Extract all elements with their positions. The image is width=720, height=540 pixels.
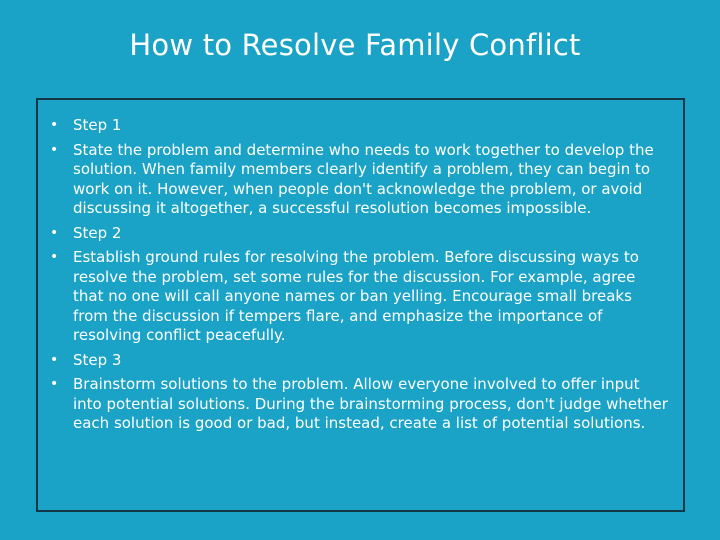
bullet-dot-icon: • [50,249,59,265]
bullet-step-1-detail [50,141,669,219]
bullet-text: Step 1 [73,116,122,134]
bullet-step-2 [50,224,669,244]
bullet-text: Brainstorm solutions to the problem. Allow everyone involved to offer input into potential solutions. During the brainstorming process, don't judge whether each solution is good or bad, but instead, create a list of potential solutions. [73,375,668,432]
bullet-list [50,116,669,434]
bullet-dot-icon: • [50,117,59,133]
bullet-text: Step 3 [73,350,122,369]
bullet-dot-icon: • [50,351,59,368]
bullet-dot-icon: • [50,224,59,241]
slide-title: How to Resolve Family Conflict [129,28,581,62]
bullet-text: Step 2 [73,223,122,242]
content-box [36,98,685,512]
bullet-text: State the problem and determine who needs to work together to develop the solution. When family members clearly identify a problem, they can begin to work on it. However, when people don't acknowledge the problem, or avoid discussing it altogether, a successful resolution becomes impossible. [73,140,654,217]
bullet-step-2-detail [50,248,669,346]
bullet-step-3 [50,351,669,371]
bullet-dot-icon: • [50,376,59,392]
bullet-text: Establish ground rules for resolving the problem. Before discussing ways to resolve the problem, set some rules for the discussion. For example, agree that no one will call anyone names or ban yelling. Encourage small breaks from the discussion if tempers flare, and emphasize the importance of resolving conflict peacefully. [73,248,639,344]
bullet-step-1 [50,116,669,136]
bullet-dot-icon: • [50,141,59,158]
bullet-step-3-detail [50,375,669,434]
